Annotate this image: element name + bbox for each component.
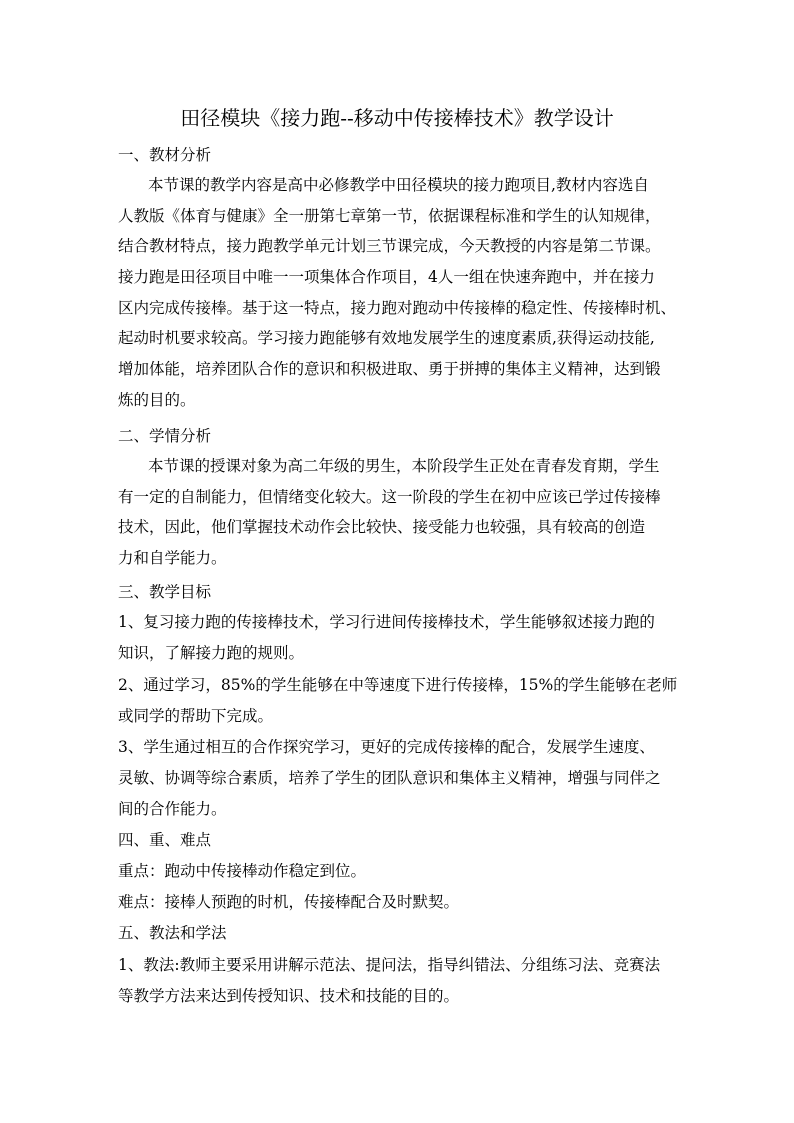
paragraph-line: 区内完成传接棒。基于这一特点，接力跑对跑动中传接棒的稳定性、传接棒时机、: [118, 299, 677, 317]
objective-line: 灵敏、协调等综合素质，培养了学生的团队意识和集体主义精神，增强与同伴之: [118, 769, 661, 787]
objective-line: 2、通过学习，85%的学生能够在中等速度下进行传接棒，15%的学生能够在老师: [118, 676, 678, 694]
paragraph-line: 力和自学能力。: [118, 549, 227, 567]
objective-line: 或同学的帮助下完成。: [118, 707, 274, 725]
section-heading-materials: 一、教材分析: [118, 146, 212, 164]
paragraph-line: 起动时机要求较高。学习接力跑能够有效地发展学生的速度素质,获得运动技能,: [118, 329, 655, 347]
objective-line: 1、复习接力跑的传接棒技术，学习行进间传接棒技术，学生能够叙述接力跑的: [118, 613, 655, 631]
section-heading-objectives: 三、教学目标: [118, 583, 212, 601]
method-line: 等教学方法来达到传授知识、技术和技能的目的。: [118, 987, 460, 1005]
document-title: 田径模块《接力跑--移动中传接棒技术》教学设计: [180, 106, 614, 130]
objective-line: 知识，了解接力跑的规则。: [118, 644, 305, 662]
objective-line: 3、学生通过相互的合作探究学习，更好的完成传接棒的配合，发展学生速度、: [118, 738, 655, 756]
paragraph-line: 炼的目的。: [118, 391, 196, 409]
paragraph-line: 技术，因此，他们掌握技术动作会比较快、接受能力也较强，具有较高的创造: [118, 518, 646, 536]
paragraph-line: 接力跑是田径项目中唯一一项集体合作项目，4人一组在快速奔跑中，并在接力: [118, 268, 655, 286]
method-line: 1、教法:教师主要采用讲解示范法、提问法，指导纠错法、分组练习法、竞赛法: [118, 956, 661, 974]
section-heading-key-points: 四、重、难点: [118, 831, 212, 849]
objective-line: 间的合作能力。: [118, 800, 227, 818]
paragraph-line: 有一定的自制能力，但情绪变化较大。这一阶段的学生在初中应该已学过传接棒: [118, 488, 661, 506]
paragraph-line: 结合教材特点，接力跑教学单元计划三节课完成，今天教授的内容是第二节课。: [118, 237, 661, 255]
paragraph-line: 本节课的教学内容是高中必修教学中田径模块的接力跑项目,教材内容选自: [148, 176, 649, 194]
section-heading-students: 二、学情分析: [118, 427, 212, 445]
key-point: 重点：跑动中传接棒动作稳定到位。: [118, 862, 367, 880]
paragraph-line: 本节课的授课对象为高二年级的男生，本阶段学生正处在青春发育期，学生: [148, 457, 660, 475]
section-heading-methods: 五、教法和学法: [118, 924, 227, 942]
difficult-point: 难点：接棒人预跑的时机，传接棒配合及时默契。: [118, 893, 460, 911]
paragraph-line: 增加体能，培养团队合作的意识和积极进取、勇于拼搏的集体主义精神，达到锻: [118, 360, 661, 378]
paragraph-line: 人教版《体育与健康》全一册第七章第一节，依据课程标准和学生的认知规律，: [118, 207, 661, 225]
